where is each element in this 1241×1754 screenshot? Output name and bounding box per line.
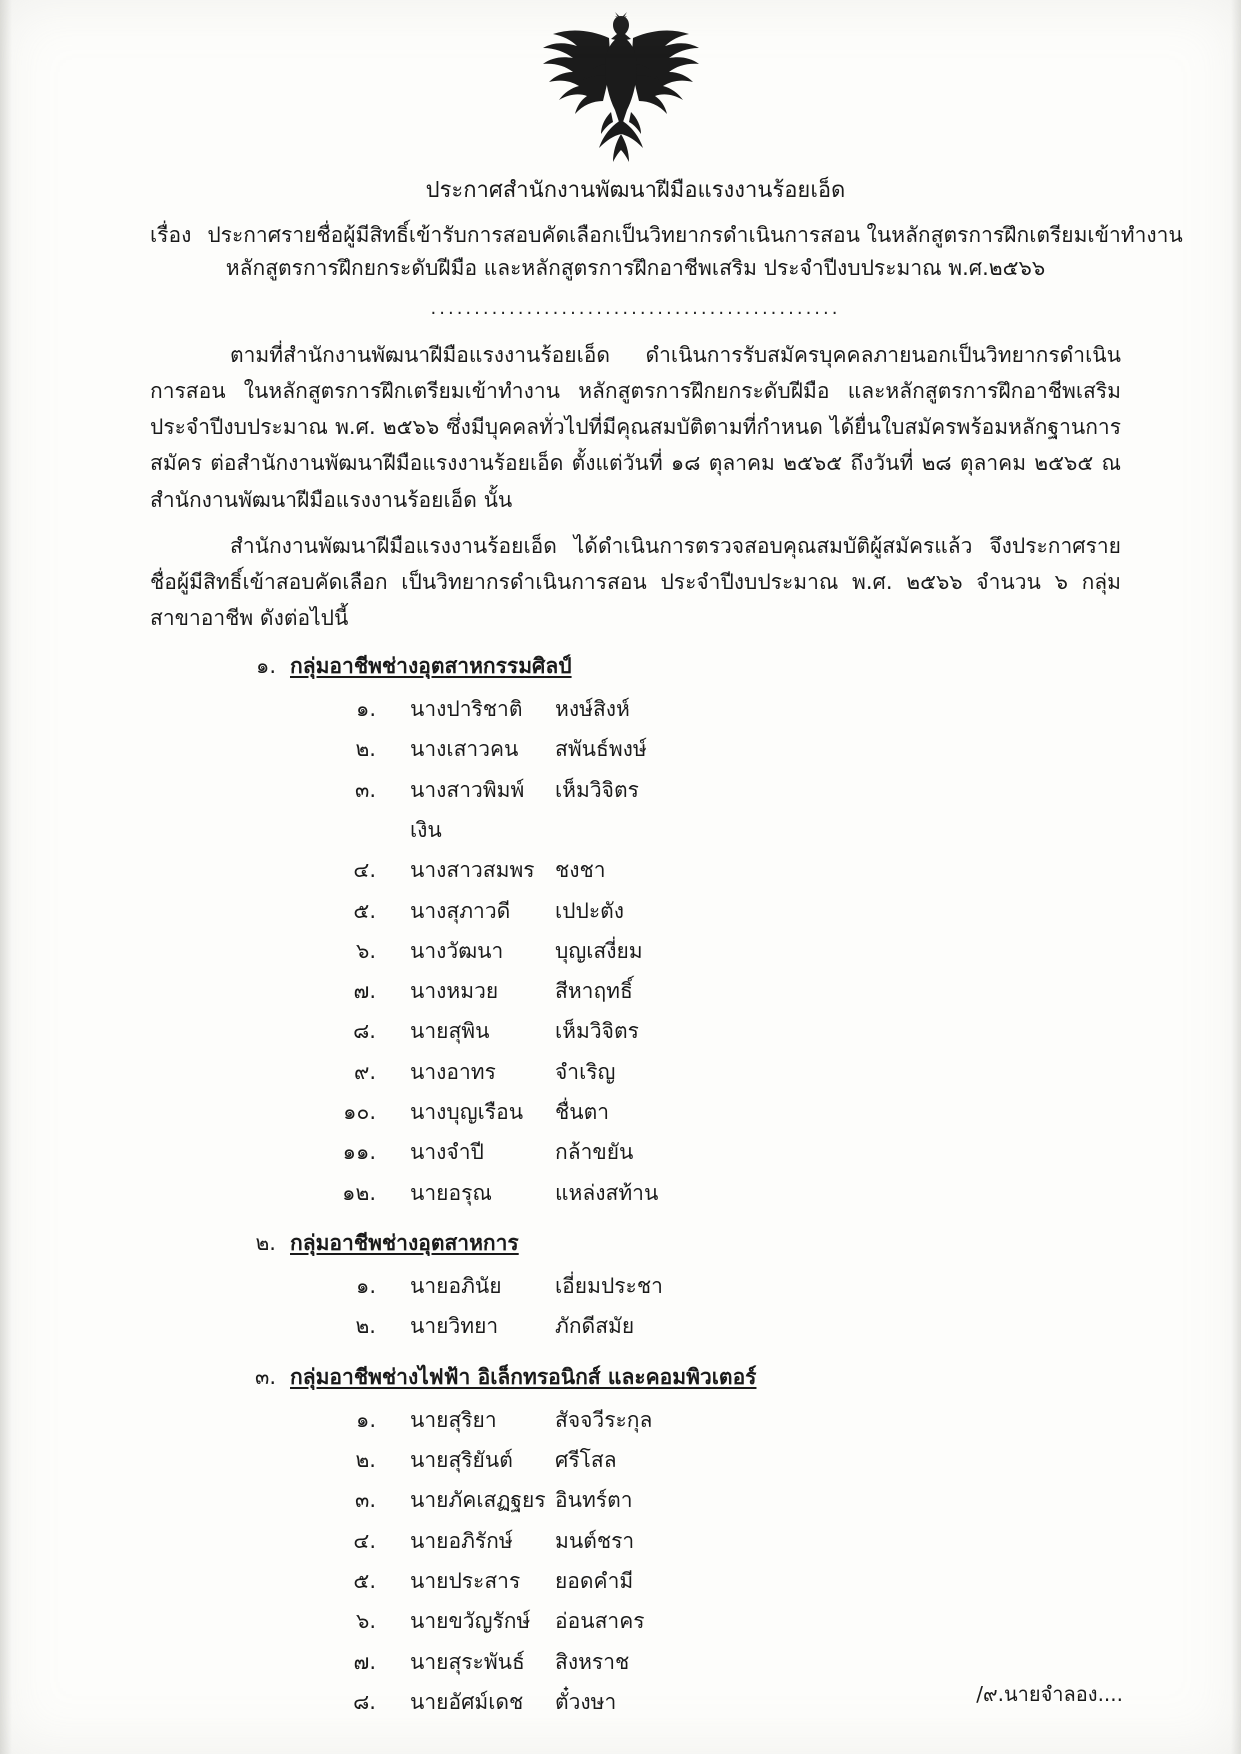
person-name: นายอรุณ <box>410 1180 492 1205</box>
person-surname: อ่อนสาคร <box>555 1609 645 1634</box>
item-number: ๔. <box>353 1528 376 1553</box>
person-list <box>150 1266 1121 1347</box>
occupation-group <box>150 1227 1121 1347</box>
list-item <box>330 1521 1121 1561</box>
list-item <box>330 770 1121 851</box>
group-title: กลุ่มอาชีพช่างอุตสาหกรรมศิลป์ <box>290 653 572 678</box>
person-name: นางสาวสมพร <box>410 858 535 883</box>
item-number: ๘. <box>353 1689 376 1714</box>
person-surname: หงษ์สิงห์ <box>555 696 630 721</box>
garuda-emblem <box>531 8 711 168</box>
subject-line-1: ประกาศรายชื่อผู้มีสิทธิ์เข้ารับการสอบคัดเลือกเป็นวิทยากรดำเนินการสอน ในหลักสูตรการฝึกเตรียมเข้าทำงาน <box>207 223 1183 247</box>
list-item <box>330 1173 1121 1213</box>
person-surname: เห็มวิจิตร <box>555 777 639 802</box>
person-surname: ชื่นตา <box>555 1100 610 1125</box>
item-number: ๕. <box>353 1568 376 1593</box>
item-number: ๗. <box>353 979 376 1004</box>
list-item <box>330 1440 1121 1480</box>
person-surname: สัจจวีระกุล <box>555 1407 653 1432</box>
person-list <box>150 689 1121 1213</box>
item-number: ๑๒. <box>342 1180 376 1205</box>
group-heading <box>250 650 1121 683</box>
person-surname: สพันธ์พงษ์ <box>555 737 647 762</box>
paragraph-2 <box>150 528 1121 636</box>
item-number: ๑๐. <box>343 1100 376 1125</box>
person-surname: มนต์ชรา <box>555 1528 635 1553</box>
list-item <box>330 1480 1121 1520</box>
person-name: นายอัศม์เดช <box>410 1689 524 1714</box>
person-name: นายอภินัย <box>410 1274 502 1299</box>
list-item <box>330 1092 1121 1132</box>
list-item <box>330 1266 1121 1306</box>
person-surname: เปปะตัง <box>555 898 625 923</box>
list-item <box>330 971 1121 1011</box>
list-item <box>330 931 1121 971</box>
list-item <box>330 1052 1121 1092</box>
item-number: ๓. <box>354 1488 376 1513</box>
subject-block <box>150 219 1183 284</box>
person-name: นางอาทร <box>410 1059 496 1084</box>
item-number: ๘. <box>353 1019 376 1044</box>
item-number: ๑๑. <box>342 1140 376 1165</box>
item-number: ๒. <box>355 1447 376 1472</box>
person-surname: ยอดคำมี <box>555 1568 634 1593</box>
list-item <box>330 1011 1121 1051</box>
list-item <box>330 1132 1121 1172</box>
person-surname: เอี่ยมประชา <box>555 1274 663 1299</box>
group-number: ๓. <box>254 1364 276 1389</box>
paragraph-1-text: ตามที่สำนักงานพัฒนาฝีมือแรงงานร้อยเอ็ด ดำเนินการรับสมัครบุคคลภายนอกเป็นวิทยากรดำเนินการสอน ในหลักสูตรการฝึกเตรียมเข้าทำงาน หลักสูตรการฝึกยกระดับฝีมือ และหลักสูตรการฝึกอาชีพเสริม ประจำปีงบประมาณ พ.ศ. ๒๕๖๖ ซึ่งมีบุคคลทั่วไปที่มีคุณสมบัติตามที่กำหนด ได้ยื่นใบสมัครพร้อมหลักฐานการสมัคร ต่อสำนักงานพัฒนาฝีมือแรงงานร้อยเอ็ด ตั้งแต่วันที่ ๑๘ ตุลาคม ๒๕๖๕ ถึงวันที่ ๒๘ ตุลาคม ๒๕๖๕ ณ สำนักงานพัฒนาฝีมือแรงงานร้อยเอ็ด นั้น <box>150 343 1121 512</box>
occupation-group <box>150 1361 1121 1723</box>
item-number: ๙. <box>353 1059 376 1084</box>
person-name: นางบุญเรือน <box>410 1100 524 1125</box>
item-number: ๔. <box>353 858 376 883</box>
item-number: ๑. <box>355 696 376 721</box>
person-name: นายสุพิน <box>410 1019 490 1044</box>
person-surname: จำเริญ <box>555 1059 616 1084</box>
list-item <box>330 891 1121 931</box>
group-heading <box>250 1361 1121 1394</box>
person-name: นางเสาวคน <box>410 737 519 762</box>
person-name: นายสุระพันธ์ <box>410 1649 525 1674</box>
person-name: นางปาริชาติ <box>410 696 523 721</box>
group-heading <box>250 1227 1121 1260</box>
person-surname: บุญเสงี่ยม <box>555 938 643 963</box>
group-title: กลุ่มอาชีพช่างไฟฟ้า อิเล็กทรอนิกส์ และคอมพิวเตอร์ <box>290 1364 757 1389</box>
person-name: นายสุริยันต์ <box>410 1447 513 1472</box>
person-list <box>150 1400 1121 1723</box>
person-name: นายสุริยา <box>410 1407 497 1432</box>
paragraph-2-text: สำนักงานพัฒนาฝีมือแรงงานร้อยเอ็ด ได้ดำเนินการตรวจสอบคุณสมบัติผู้สมัครแล้ว จึงประกาศรายชื่อผู้มีสิทธิ์เข้าสอบคัดเลือก เป็นวิทยากรดำเนินการสอน ประจำปีงบประมาณ พ.ศ. ๒๕๖๖ จำนวน ๖ กลุ่มสาขาอาชีพ ดังต่อไปนี้ <box>150 533 1121 630</box>
occupation-group <box>150 650 1121 1213</box>
person-surname: แหล่งสท้าน <box>555 1180 659 1205</box>
person-surname: กล้าขยัน <box>555 1140 634 1165</box>
person-name: นางหมวย <box>410 979 499 1004</box>
group-number: ๒. <box>255 1231 276 1256</box>
person-name: นายอภิรักษ์ <box>410 1528 513 1553</box>
list-item <box>330 689 1121 729</box>
person-surname: ศรีโสล <box>555 1447 617 1472</box>
person-name: นางสาวพิมพ์เงิน <box>410 777 525 842</box>
list-item <box>330 1601 1121 1641</box>
person-surname: ชงชา <box>555 858 606 883</box>
person-surname: ตั๋วงษา <box>555 1689 617 1714</box>
paragraph-1 <box>150 337 1121 518</box>
group-title: กลุ่มอาชีพช่างอุตสาหการ <box>290 1231 519 1256</box>
person-name: นางสุภาวดี <box>410 898 511 923</box>
person-name: นายวิทยา <box>410 1314 499 1339</box>
group-number: ๑. <box>255 653 276 678</box>
item-number: ๖. <box>355 938 376 963</box>
person-surname: สีหาฤทธิ์ <box>555 979 633 1004</box>
item-number: ๗. <box>353 1649 376 1674</box>
person-name: นายประสาร <box>410 1568 521 1593</box>
person-surname: เห็มวิจิตร <box>555 1019 639 1044</box>
person-surname: ภักดีสมัย <box>555 1314 635 1339</box>
divider-rule: ............................................... <box>430 298 841 320</box>
person-name: นายภัคเสฏฐยร <box>410 1488 546 1513</box>
item-number: ๒. <box>355 737 376 762</box>
list-item <box>330 1561 1121 1601</box>
list-item <box>330 1306 1121 1346</box>
list-item <box>330 850 1121 890</box>
item-number: ๑. <box>355 1274 376 1299</box>
item-number: ๖. <box>355 1609 376 1634</box>
list-item <box>330 1642 1121 1682</box>
item-number: ๑. <box>355 1407 376 1432</box>
document-body <box>0 174 1241 1722</box>
person-name: นางจำปี <box>410 1140 484 1165</box>
page-title: ประกาศสำนักงานพัฒนาฝีมือแรงงานร้อยเอ็ด <box>425 178 846 203</box>
list-item <box>330 1400 1121 1440</box>
list-item <box>330 729 1121 769</box>
person-name: นายขวัญรักษ์ <box>410 1609 531 1634</box>
page-continuation-note: /๙.นายจำลอง.... <box>976 1682 1123 1706</box>
item-number: ๕. <box>353 898 376 923</box>
item-number: ๓. <box>354 777 376 802</box>
person-surname: อินทร์ตา <box>555 1488 633 1513</box>
person-surname: สิงหราช <box>555 1649 630 1674</box>
subject-label: เรื่อง <box>150 223 192 247</box>
person-name: นางวัฒนา <box>410 938 504 963</box>
subject-line-2: หลักสูตรการฝึกยกระดับฝีมือ และหลักสูตรการฝึกอาชีพเสริม ประจำปีงบประมาณ พ.ศ.๒๕๖๖ <box>225 255 1046 280</box>
item-number: ๒. <box>355 1314 376 1339</box>
